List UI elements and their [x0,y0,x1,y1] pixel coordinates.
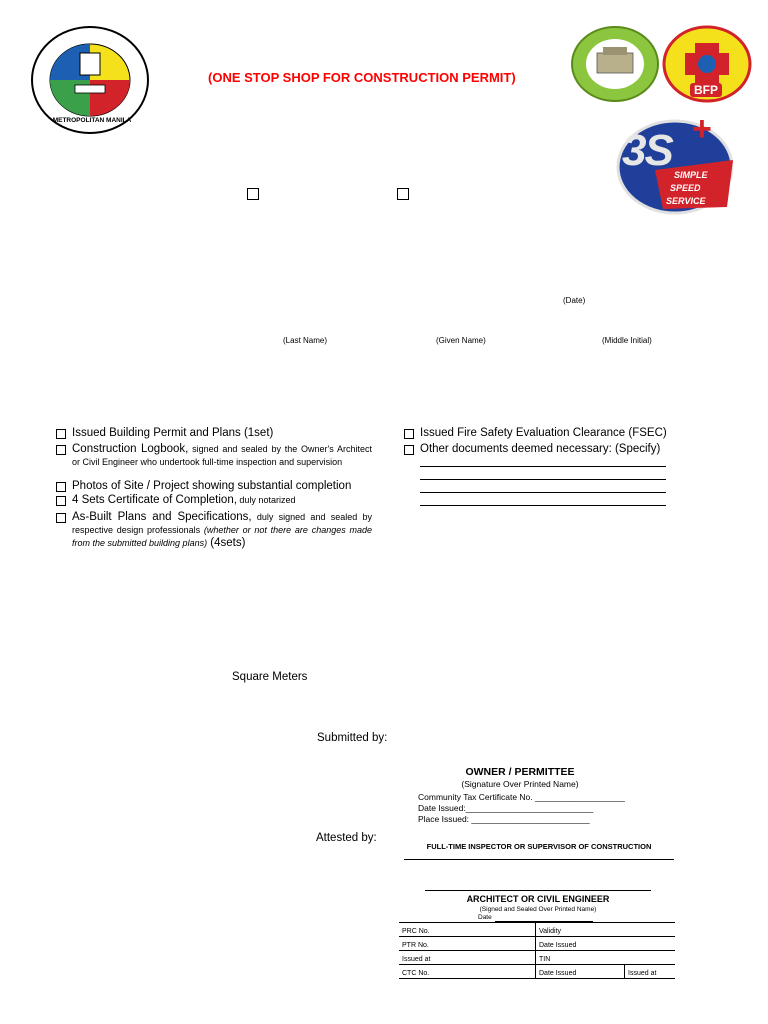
prc-number-cell[interactable]: PRC No. [399,923,536,937]
architect-title: ARCHITECT OR CIVIL ENGINEER [466,894,610,904]
table-row [399,951,675,965]
seal-text-bottom: METROPOLITAN MANILA [52,117,132,124]
ptr-date-issued-cell[interactable]: Date Issued [536,937,676,951]
table-row [399,937,675,951]
specify-line-2[interactable] [420,479,666,480]
attested-by-label: Attested by: [316,832,377,844]
date-label: (Date) [563,296,586,305]
specify-line-4[interactable] [420,505,666,506]
option-checkbox-2[interactable] [397,188,409,200]
inspector-signature-line[interactable] [404,859,674,860]
req-photos: Photos of Site / Project showing substantial completion [72,480,352,492]
req-checkbox-other[interactable] [404,445,414,455]
owner-permittee-title: OWNER / PERMITTEE [465,766,575,778]
ctc-number-field[interactable]: Community Tax Certificate No. ___________________ [418,792,625,802]
owner-signature-caption: (Signature Over Printed Name) [461,779,579,789]
ctc-issued-at-cell[interactable]: Issued at [625,965,676,979]
square-meters-label: Square Meters [232,671,308,683]
req-other: Other documents deemed necessary: (Specify) [420,443,661,455]
req-checkbox-photos[interactable] [56,482,66,492]
ctc-date-issued-cell[interactable]: Date Issued [536,965,625,979]
req-building-permit: Issued Building Permit and Plans (1set) [72,427,274,439]
table-row [399,923,675,937]
req-checkbox-building-permit[interactable] [56,429,66,439]
badge-word-simple: SIMPLE [674,170,708,180]
table-row [399,965,675,979]
submitted-by-label: Submitted by: [317,732,388,744]
req-checkbox-fsec[interactable] [404,429,414,439]
inspector-title: FULL-TIME INSPECTOR OR SUPERVISOR OF CONSTRUCTION [426,842,652,851]
req-fsec: Issued Fire Safety Evaluation Clearance (FSEC) [420,427,667,439]
page-title: (ONE STOP SHOP FOR CONSTRUCTION PERMIT) [208,70,516,85]
req-checkbox-certificate[interactable] [56,496,66,506]
last-name-label: (Last Name) [283,336,328,345]
ptr-number-cell[interactable]: PTR No. [399,937,536,951]
tin-cell[interactable]: TIN [536,951,676,965]
option-checkbox-1[interactable] [247,188,259,200]
specify-line-3[interactable] [420,492,666,493]
req-checkbox-logbook[interactable] [56,445,66,455]
issued-at-cell[interactable]: Issued at [399,951,536,965]
badge-word-speed: SPEED [670,183,701,193]
middle-initial-label: (Middle Initial) [602,336,652,345]
req-logbook: Construction Logbook, signed and sealed by the Owner's Architect or Civil Engineer who undertook full-time inspection and supervision [72,443,372,467]
architect-date-label: Date [478,914,492,921]
green-municipal-seal [570,25,660,103]
fire-seal-bfp: BFP [690,83,722,97]
badge-word-service: SERVICE [666,196,706,206]
date-issued-field[interactable]: Date Issued:___________________________ [418,803,594,813]
professional-registry-table [399,922,675,979]
architect-signature-caption: (Signed and Sealed Over Printed Name) [479,906,597,913]
given-name-label: (Given Name) [436,336,486,345]
req-certificate: 4 Sets Certificate of Completion, duly notarized [72,494,296,506]
badge-3s: 3S [622,126,672,175]
place-issued-field[interactable]: Place Issued: _________________________ [418,814,590,824]
badge-plus: + [692,110,712,148]
architect-signature-line[interactable] [425,890,651,891]
specify-line-1[interactable] [420,466,666,467]
req-asbuilt: As-Built Plans and Specifications, duly signed and sealed by respective design professionals (whether or not there are changes made from the submitted building plans) (4sets) [72,511,373,549]
req-checkbox-asbuilt[interactable] [56,513,66,523]
validity-cell[interactable]: Validity [536,923,676,937]
ctc-number-cell[interactable]: CTC No. [399,965,536,979]
